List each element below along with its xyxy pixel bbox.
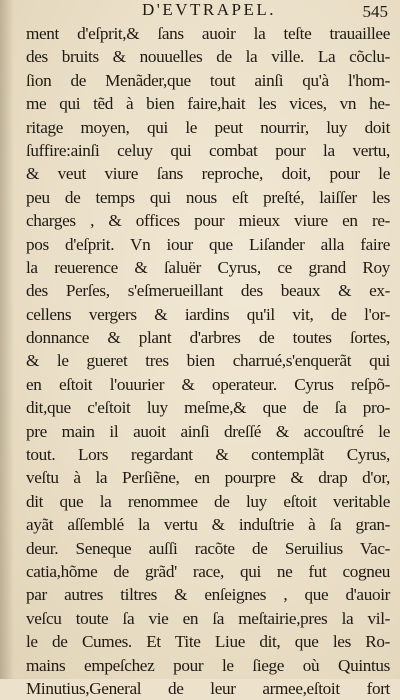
text-line: peu de temps qui nous eſt preſté, laiſſer les <box>26 187 390 207</box>
page-number: 545 <box>362 2 388 21</box>
text-line: veſcu toute ſa vie en ſa meſtairie,pres la vil- <box>26 608 390 628</box>
text-line: charges , & offices pour mieux viure en re- <box>26 211 390 231</box>
text-line: des Perſes, s'eſmerueillant des beaux & ex- <box>26 281 390 301</box>
text-line: ritage moyen, qui le peut nourrir, luy doit <box>26 117 390 137</box>
text-line: la reuerence & ſaluër Cyrus, ce grand Roy <box>26 257 390 277</box>
text-line: ayãt aſſemblé la vertu & induſtrie à ſa gran- <box>26 515 390 535</box>
text-line: pre main il auoit ainſi dreſſé & accouſtré le <box>26 421 390 441</box>
running-head-title: D'EVTRAPEL. <box>142 0 276 19</box>
text-line: ſion de Menãder,que tout ainſi qu'à l'hom- <box>26 70 390 90</box>
text-line: deur. Seneque auſſi racõte de Seruilius Vac- <box>26 538 390 558</box>
text-line: me qui tẽd à bien faire,hait les vices, vn he- <box>26 94 390 114</box>
text-line: le de Cumes. Et Tite Liue dit, que les Ro- <box>26 632 390 652</box>
text-line: pos d'eſprit. Vn iour que Liſander alla faire <box>26 234 390 254</box>
text-line: veſtu à la Perſiẽne, en pourpre & drap d'or, <box>26 468 390 488</box>
text-line: tout. Lors regardant & contemplãt Cyrus, <box>26 445 390 465</box>
gutter-shadow <box>0 0 14 679</box>
text-line: par autres tiltres & enſeignes , que d'auoir <box>26 585 390 605</box>
text-line: en eſtoit l'ouurier & operateur. Cyrus reſpõ- <box>26 374 390 394</box>
text-line: dit que la renommee de luy eſtoit veritable <box>26 491 390 511</box>
text-line: donnance & plant d'arbres de toutes ſortes, <box>26 328 390 348</box>
text-line: cellens vergers & iardins qu'il vit, de l'or- <box>26 304 390 324</box>
text-line: mains empeſchez pour le ſiege où Quintus <box>26 655 390 675</box>
text-line: Minutius,General de leur armee,eſtoit fort <box>26 678 390 698</box>
text-line: ſuffire:ainſi celuy qui combat pour la vertu, <box>26 140 390 160</box>
text-line: & veut viure ſans reproche, doit, pour le <box>26 164 390 184</box>
body-text <box>26 22 390 700</box>
text-line: des bruits & nouuelles de la ville. La cõclu- <box>26 47 390 67</box>
running-head <box>0 0 400 24</box>
text-line: dit,que c'eſtoit luy meſme,& que de ſa pro- <box>26 398 390 418</box>
text-line: catia,hõme de grãd' race, qui ne fut cogneu <box>26 561 390 581</box>
text-line: & le gueret tres bien charrué,s'enquerãt qui <box>26 351 390 371</box>
text-line: ment d'eſprit,& ſans auoir la teſte trauaillee <box>26 24 390 43</box>
